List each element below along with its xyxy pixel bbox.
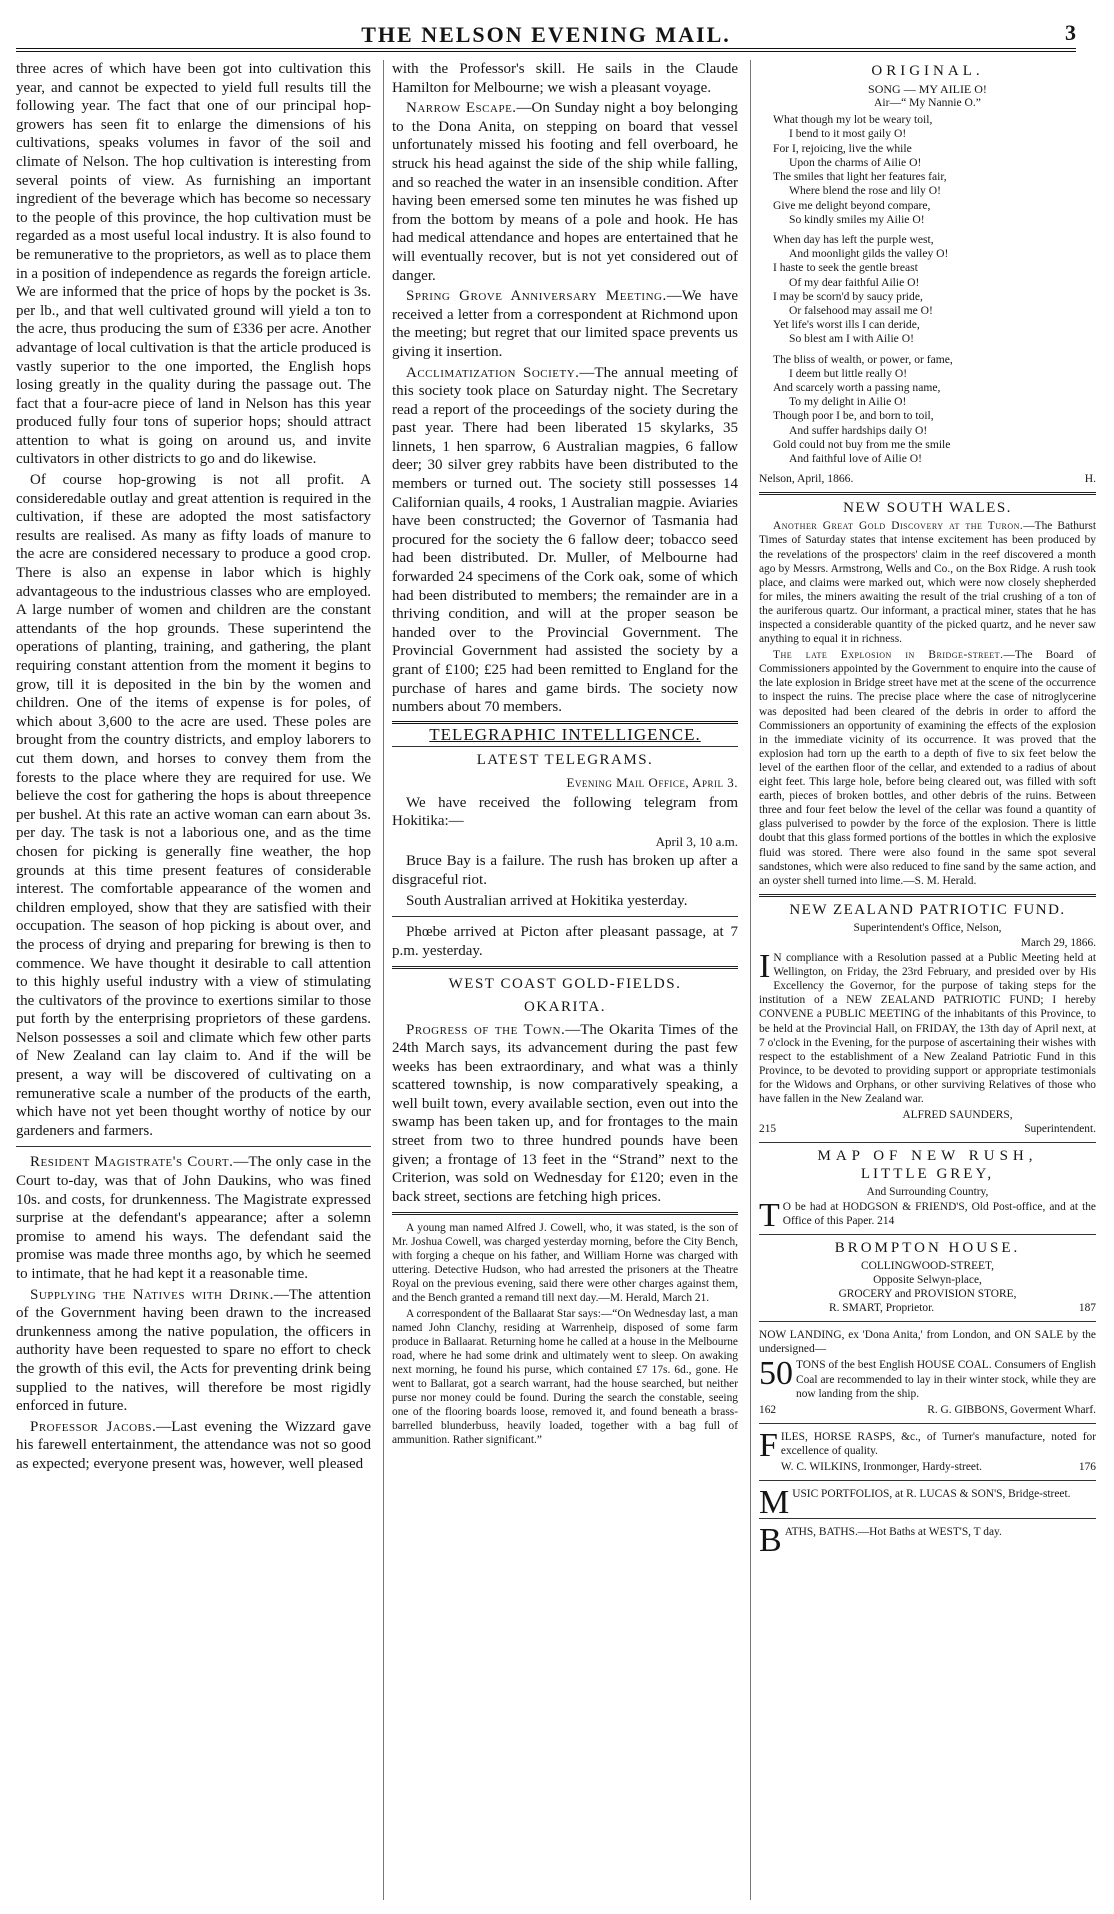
item-text: —The Okarita Times of the 24th March says, its advancement during the past few weeks has been extraordinary, and what was a thinly scattered township, is now comparatively speaking, a well built town, every available section, even out into the swamp has been taken up, and for frontages to the main street from two to three hundred pounds have been given; a frontage of 13 feet in the “Strand” next to the Criterion, was sold on Wednesday for £120; even in the back street, sections are fetching high prices. xyxy=(392,1021,738,1205)
ad-number: 187 xyxy=(1078,1302,1096,1315)
item-heading: The late Explosion in Bridge-street. xyxy=(773,649,1004,662)
patriotic-text: N compliance with a Resolution passed at a Public Meeting held at Wellington, on Friday, the 23rd February, and presided over by His Excellency the Governor, for the purpose of taking steps for the institution of a NEW ZEALAND PATRIOTIC FUND; I hereby CONVENE a PUBLIC MEETING of the inhabitants of this Province, to be held at the Provincial Hall, on FRIDAY, the 13th day of April next, at 7 o'clock in the Evening, for the purpose of ascertaining their wishes with respect to the establishment of a New Zealand Patriotic Fund in this Province, to be devoted to providing support or appropriate testimonials for the Widows and Orphans, or other surviving Relatives of those who have fallen in the New Zealand war. xyxy=(759,952,1096,1105)
patriotic-footer xyxy=(759,1122,1096,1136)
masthead xyxy=(16,14,1076,52)
poem xyxy=(759,113,1096,466)
music-advertisement xyxy=(759,1484,1096,1522)
telegram-line: Bruce Bay is a failure. The rush has broken up after a disgraceful riot. xyxy=(392,853,738,888)
coal-advertisement xyxy=(759,1328,1096,1417)
brompton-title: BROMPTON HOUSE. xyxy=(834,1239,1021,1256)
column-1 xyxy=(16,60,371,1900)
poem-line: Yet life's worst ills I can deride, xyxy=(773,318,920,332)
poem-line: I bend to it most gaily O! xyxy=(789,127,907,141)
nsw-heading: NEW SOUTH WALES. xyxy=(843,500,1012,517)
song-title: SONG — MY AILIE O! xyxy=(868,82,987,97)
item-heading: Acclimatization Society. xyxy=(406,364,580,381)
divider xyxy=(16,1146,371,1147)
coal-footer xyxy=(759,1403,1096,1417)
files-advertisement xyxy=(759,1426,1096,1474)
dropcap: M xyxy=(759,1484,790,1522)
song-air: Air—“ My Nannie O.” xyxy=(874,96,981,110)
brompton-advertisement xyxy=(759,1241,1096,1315)
ad-number: 176 xyxy=(1078,1460,1096,1473)
poem-line: When day has left the purple west, xyxy=(773,232,934,246)
west-coast-heading: WEST COAST GOLD-FIELDS. xyxy=(448,976,682,993)
poem-stanza xyxy=(773,353,1096,467)
news-item-professor-jacobs xyxy=(16,1418,371,1474)
poem-signature xyxy=(759,472,1096,486)
poem-place-date: Nelson, April, 1866. xyxy=(759,472,854,486)
telegram-intro: We have received the following telegram from Hokitika:— xyxy=(392,794,738,830)
item-heading: Spring Grove Anniversary Meeting. xyxy=(406,288,667,305)
item-text: —The Board of Commissioners appointed by the Government to enquire into the cause of the late explosion in Bridge street have met at the scene of the occurrence to inspect the ruins. The precise place where the case of nitroglycerine was deposited had been cleared of the debris in order to afford the Commissioners an opportunity of examining the effects of the explosion in the immediate vicinity of its occurrence. It was proved that the explosion had torn up the earth to a depth of five to six feet below the level of the earthen floor of the cellar, and extended to a radius of about eight feet. This large hole, before being cleared out, was filled with soft earth, pieces of broken bottles, and other debris of the ruins. Between three and four feet below the level of the cellar was found a quantity of glass pulverised to powder by the force of the explosion. There is little doubt that this glass formed portions of the bottles in which the explosive fluid was stored. There were also found in the same spot several sandstones, which were also reduced to fine sand by the same action, and an oyster shell turned into lime.—S. M. Herald. xyxy=(759,649,1096,887)
files-footer xyxy=(781,1460,1096,1474)
article-paragraph: three acres of which have been got into cultivation this year, and cannot be expected to yield full results till the following year. The fact that one of our principal hop-growers has seen fit to enlarge the dimensions of his cultivations, speaks volumes in favor of the soil and climate of Nelson. The hop cultivation is interesting from several points of view. As furnishing an important ingredient of the beverage which has become so necessary to the people of this province, the hop cultivation must be regarded as a most useful local industry. It is also found to be remunerative to the proprietors, as well as to place them in a position of independence as regards the foreign article. We are informed that the price of hops by the pocket is 3s. per lb., and that well cultivated ground will yield a ton to the acre, thus producing the sum of £336 per acre. Another advantage of local cultivation is that the article produced is vastly superior to the one imported, the English hops losing greatly in the quality during the passage out. The fact that a four-acre piece of land in Nelson has this year produced fully four tons of superior hops; should attract attention to what is going on around us, and invite cultivators in other districts to go and do likewise. xyxy=(16,61,371,468)
coal-intro: NOW LANDING, ex 'Dona Anita,' from London, and ON SALE by the undersigned— xyxy=(759,1329,1096,1356)
page-number: 3 xyxy=(1065,20,1076,45)
original-heading: ORIGINAL. xyxy=(871,63,984,79)
brompton-proprietor: R. SMART, Proprietor. xyxy=(829,1302,935,1315)
item-text: —The annual meeting of this society took place on Saturday night. The Secretary read a report of the proceedings of the society during the past year. There had been liberated 15 skylarks, 35 linnets, 1 hen sparrow, 6 Australian magpies, 6 fallow deer; 30 silver grey rabbits have been distributed to the members or turned out. The society still possesses 14 Californian quails, 4 rooks, 1 Australian magpie. Aviaries have been constructed; the Governor of Tasmania had procured for the society the 6 fallow deer; tobacco seed had been distributed. Dr. Muller, of Melbourne had forwarded 24 specimens of the Cork oak, some of which had been distributed to members; the remainder are in a thriving condition, and will at the proper season be handed over to the Provincial Government. The Provincial Government had assisted the society by a grant of £100; £25 had been remitted to England for the purchase of hares and game birds. The society now numbers about 70 members. xyxy=(392,364,738,716)
poem-line: And faithful love of Ailie O! xyxy=(789,451,922,465)
files-merchant: W. C. WILKINS, Ironmonger, Hardy-street. xyxy=(780,1460,982,1473)
patriotic-date: March 29, 1866. xyxy=(1020,936,1096,949)
poem-line: The smiles that light her features fair, xyxy=(773,170,947,184)
poem-line: Upon the charms of Ailie O! xyxy=(789,155,922,169)
poem-line: And suffer hardships daily O! xyxy=(789,423,928,437)
music-text: USIC PORTFOLIOS, at R. LUCAS & SON'S, Bridge-street. xyxy=(792,1488,1071,1501)
telegrams-subhead: LATEST TELEGRAMS. xyxy=(476,752,654,769)
patriotic-signer: ALFRED SAUNDERS, xyxy=(902,1109,1013,1122)
brompton-store: GROCERY and PROVISION STORE, xyxy=(838,1288,1017,1301)
poem-line: To my delight in Ailie O! xyxy=(789,395,907,409)
news-item-acclimatization xyxy=(392,364,738,717)
map-advertisement xyxy=(759,1148,1096,1234)
poem-line: Give me delight beyond compare, xyxy=(773,198,931,212)
column-2 xyxy=(383,60,738,1900)
divider xyxy=(759,1234,1096,1235)
poem-stanza xyxy=(773,233,1096,347)
ad-number: 162 xyxy=(759,1403,777,1416)
divider xyxy=(392,966,738,969)
item-heading: Narrow Escape. xyxy=(406,100,517,117)
item-text: —Last evening the Wizzard gave his farewell entertainment, the attendance was not so good as expected; everyone present was, however, well pleased xyxy=(16,1418,371,1472)
divider xyxy=(759,1423,1096,1424)
small-news-item: A young man named Alfred J. Cowell, who, it was stated, is the son of Mr. Joshua Cowell, was charged yesterday morning, before the City Bench, with forging a cheque on his father, and William Horne was charged with uttering. Detective Hudson, who had arrested the prisoners at the Theatre Royal on the previous evening, said there were other charges against them, and the Bench granted a remand till next day.—M. Herald, March 21. xyxy=(392,1222,738,1305)
item-text: —The only case in the Court to-day, was that of John Daukins, who was fined 10s. and costs, for drunkenness. The Magistrate expressed surprise at the defendant's appearance; after a solemn promise to amend his ways. The defendant said the promise was made three months ago, by which he seemed to intimate, that he had kept it a reasonable time. xyxy=(16,1154,371,1282)
poem-line: And moonlight gilds the valley O! xyxy=(789,247,949,261)
ad-number: 214 xyxy=(877,1214,895,1227)
item-heading: Progress of the Town. xyxy=(406,1021,566,1038)
baths-advertisement xyxy=(759,1522,1096,1560)
dropcap: B xyxy=(759,1522,782,1560)
coal-text: TONS of the best English HOUSE COAL. Consumers of English Coal are recommended to lay in their winter stock, while they are now landing from the ship. xyxy=(796,1359,1096,1400)
poem-stanza xyxy=(773,113,1096,227)
dropcap: T xyxy=(759,1196,780,1234)
dropcap: 50 xyxy=(759,1355,793,1393)
brompton-location: Opposite Selwyn-place, xyxy=(873,1273,982,1286)
telegram-line: South Australian arrived at Hokitika yesterday. xyxy=(406,892,688,909)
divider xyxy=(392,916,738,917)
divider xyxy=(759,1518,1096,1519)
poem-line: The bliss of wealth, or power, or fame, xyxy=(773,352,953,366)
column-3 xyxy=(750,60,1096,1900)
map-subtitle: LITTLE GREY, xyxy=(860,1166,995,1183)
telegraphic-banner: TELEGRAPHIC INTELLIGENCE. xyxy=(392,721,738,748)
okarita-subhead: OKARITA. xyxy=(523,998,607,1015)
patriotic-fund-notice xyxy=(759,903,1096,1137)
map-region: And Surrounding Country, xyxy=(866,1186,989,1199)
dropcap: I xyxy=(759,948,771,986)
news-item-spring-grove xyxy=(392,287,738,361)
article-paragraph: Of course hop-growing is not all profit. A consideredable outlay and great attention is required in the cultivation, if these are adopted the most satisfactory results are realised. As many as fifty loads of manure to the acre are considered necessary to produce a good crop. There is also an expense in labor which is highly advantageous to the industrious classes who are employed. A large number of women and children are the constant attendants of the hop grounds. These superintend the operations of planting, training, and gathering, the plant requiring constant attention from the moment it begins to grow, till it is deposited in the bin by the women and children. One of the items of expense is for poles, of which about 3,600 to the acre are used. These poles are brought from the country districts, and employ laborers to cut them down, and horses to convey them from the forests to the place where they are required for use. We believe the cost for gathering the hops is about threepence per bushel. At this rate an active woman can earn about 3s. per day. The task is not a laborious one, and as the time chosen for picking is generally fine weather, the hop grounds at this time present features of considerable interest. The comfortable appearance of the women and children employed, show that they are satisfied with their occupation. The season of hop picking is about over, and the process of drying and preparing for brewing is then to commence. We have thought it desirable to call attention to this highly useful industry with a view of stimulating the cultivators of the province to exertions similar to those put forth by the enterprising proprietors of these gardens. Nelson possesses a soil and climate which few other parts of New Zealand can lay claim to. And if the will be present, a way will be discovered of cultivating on a remunerative scale a number of the products of the earth, which have not yet been thought worthy of notice by our gardeners and farmers. xyxy=(16,472,371,1139)
files-text: ILES, HORSE RASPS, &c., of Turner's manufacture, noted for excellence of quality. xyxy=(780,1430,1096,1457)
divider xyxy=(759,894,1096,897)
coal-merchant: R. G. GIBBONS, Goverment Wharf. xyxy=(927,1403,1096,1416)
item-text: —The Bathurst Times of Saturday states that intense excitement has been produced by the revelations of the prospectors' claim in the reef discovered a month ago by Messrs. Armstrong, Wells and Co., on the Box Ridge. A rush took place, and claims were marked out, which were now closely shepherded for miles, the miners awaiting the result of the trial crushing of a ton of the auriferous quartz. Our informant, a practical miner, states that he has inspected a considerable quantity of the picked quartz, and he never saw anything to equal it in richness. xyxy=(759,520,1096,646)
poem-line: Where blend the rose and lily O! xyxy=(789,184,941,198)
news-item-narrow-escape xyxy=(392,99,738,285)
poem-line: I deem but little really O! xyxy=(789,366,908,380)
item-text: —We have received a letter from a correspondent at Richmond upon the meeting; but regret that our limited space prevents us giving it insertion. xyxy=(392,288,738,360)
ad-number: 215 xyxy=(759,1123,777,1136)
signer-title: Superintendent. xyxy=(1024,1123,1096,1136)
item-heading: Another Great Gold Discovery at the Turon. xyxy=(773,520,1024,533)
poem-line: So kindly smiles my Ailie O! xyxy=(789,212,925,226)
poem-line: For I, rejoicing, live the while xyxy=(773,141,912,155)
poem-line: So blest am I with Ailie O! xyxy=(789,332,914,346)
divider xyxy=(759,1480,1096,1481)
item-heading: Resident Magistrate's Court. xyxy=(30,1154,234,1171)
item-heading: Professor Jacobs. xyxy=(30,1418,157,1435)
news-item-natives-drink xyxy=(16,1286,371,1416)
telegram-time: April 3, 10 a.m. xyxy=(655,833,738,849)
map-title: MAP OF NEW RUSH, xyxy=(817,1148,1038,1165)
newspaper-title: THE NELSON EVENING MAIL. xyxy=(361,22,731,47)
poem-line: Or falsehood may assail me O! xyxy=(789,303,933,317)
poem-line: And scarcely worth a passing name, xyxy=(773,380,941,394)
baths-text: ATHS, BATHS.—Hot Baths at WEST'S, T day. xyxy=(784,1526,1002,1539)
telegram-line: Phœbe arrived at Picton after pleasant passage, at 7 p.m. yesterday. xyxy=(392,924,738,959)
item-text: —The attention of the Government having been drawn to the increased drunkenness among the native population, the officers in authority have been requested to spare no effort to check the growth of this evil, the Acts for preventing drink being supplied to the natives, will therefore be most rigidly enforced in future. xyxy=(16,1286,371,1415)
item-heading: Supplying the Natives with Drink. xyxy=(30,1286,274,1303)
poem-line: Of my dear faithful Ailie O! xyxy=(789,275,920,289)
news-item-explosion xyxy=(759,648,1096,888)
poem-line: I haste to seek the gentle breast xyxy=(773,261,918,275)
brompton-footer xyxy=(759,1301,1096,1315)
divider xyxy=(759,1321,1096,1322)
divider xyxy=(392,1212,738,1215)
patriotic-heading: NEW ZEALAND PATRIOTIC FUND. xyxy=(789,901,1066,918)
continuation-text: with the Professor's skill. He sails in the Claude Hamilton for Melbourne; we wish a pleasant voyage. xyxy=(392,61,738,96)
news-item-gold-discovery xyxy=(759,519,1096,646)
news-item-resident-magistrate xyxy=(16,1153,371,1283)
news-item-okarita xyxy=(392,1021,738,1207)
poem-line: I may be scorn'd by saucy pride, xyxy=(773,289,923,303)
map-text: O be had at HODGSON & FRIEND'S, Old Post-office, and at the Office of this Paper. xyxy=(782,1200,1096,1227)
poem-line: What though my lot be weary toil, xyxy=(773,113,933,127)
brompton-street: COLLINGWOOD-STREET, xyxy=(861,1259,994,1272)
divider xyxy=(759,1142,1096,1143)
telegram-dateline: Evening Mail Office, April 3. xyxy=(566,774,738,790)
dropcap: F xyxy=(759,1426,778,1464)
patriotic-office: Superintendent's Office, Nelson, xyxy=(853,921,1002,934)
poem-initial: H. xyxy=(1084,472,1096,486)
divider xyxy=(759,492,1096,495)
item-text: —On Sunday night a boy belonging to the Dona Anita, on stepping on board that vessel unfortunately missed his footing and fell overboard, he struck his head against the side of the ship while falling, and so reached the water in an insensible condition. After having been emersed some ten minutes he was fished up from the bottom by means of a pole and hook. He has had medical attendance and hopes are entertained that he will eventually recover, but is not yet considered out of danger. xyxy=(392,100,738,284)
poem-line: Gold could not buy from me the smile xyxy=(773,437,951,451)
small-news-item: A correspondent of the Ballaarat Star says:—“On Wednesday last, a man named John Clanchy, residing at Warrenheip, disposed of some farm produce in Ballaarat. Returning home he called at a house in the Melbourne road, where he had some drink and ultimately went to sleep. On awaking next morning, he found his purse, which contained £7 17s. 6d., gone. He went to Ballarat, got a search warrant, had the house searched, but neither purse nor money could be found. During the search the constable, seeing one of the flooring boards loose, removed it, and found beneath a brass-barrelled blunderbuss, heavily loaded, together with a bag full of ammunition. Rather significant.” xyxy=(392,1308,738,1447)
poem-line: Though poor I be, and born to toil, xyxy=(773,409,934,423)
